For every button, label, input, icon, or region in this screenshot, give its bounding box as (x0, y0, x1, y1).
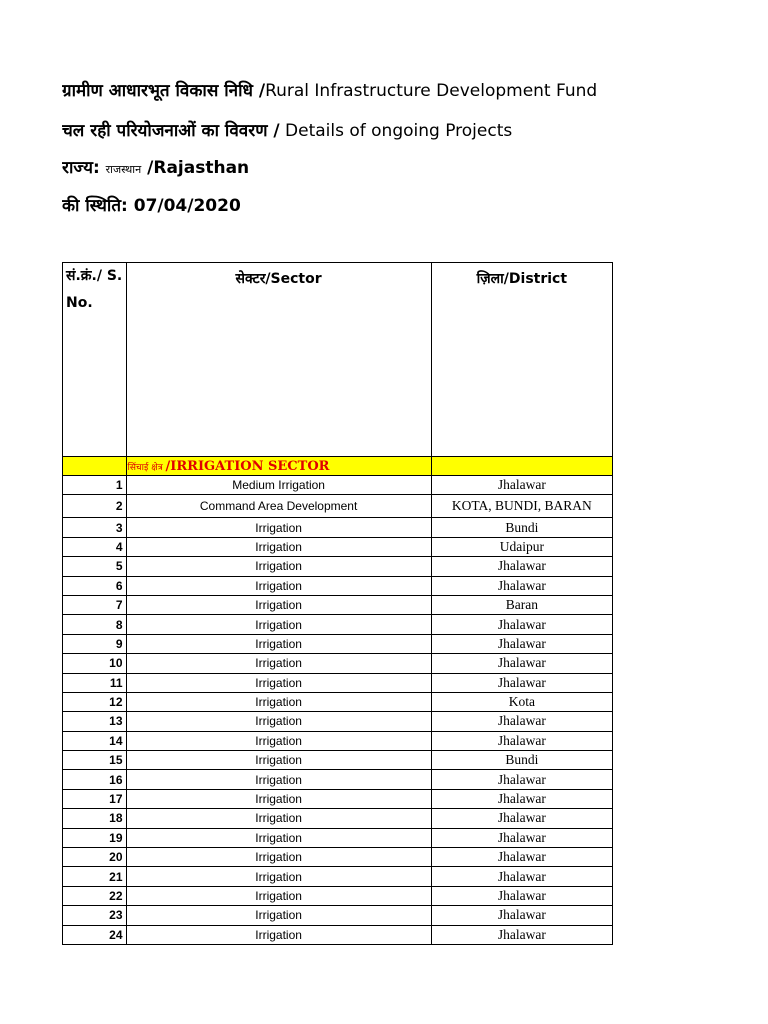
row-number: 3 (63, 518, 127, 537)
table-row (63, 576, 613, 595)
row-sector: Irrigation (126, 654, 431, 673)
row-sector: Irrigation (126, 770, 431, 789)
row-district: Bundi (431, 751, 612, 770)
row-sector: Irrigation (126, 634, 431, 653)
table-row (63, 557, 613, 576)
row-district: Jhalawar (431, 925, 612, 944)
row-district: Jhalawar (431, 906, 612, 925)
row-number: 6 (63, 576, 127, 595)
row-sector: Irrigation (126, 537, 431, 556)
row-district: Jhalawar (431, 557, 612, 576)
state-label: राज्य: (62, 158, 106, 178)
table-row (63, 906, 613, 925)
row-district: Udaipur (431, 537, 612, 556)
row-sector: Irrigation (126, 692, 431, 711)
sector-group-label-english: /IRRIGATION SECTOR (165, 458, 330, 474)
row-sector: Irrigation (126, 886, 431, 905)
row-district: KOTA, BUNDI, BARAN (431, 495, 612, 518)
row-sector: Irrigation (126, 925, 431, 944)
page-subtitle (62, 120, 614, 142)
table-row (63, 518, 613, 537)
row-number: 22 (63, 886, 127, 905)
row-number: 12 (63, 692, 127, 711)
header-sno: सं.क्रं./ S. No. (63, 263, 127, 457)
row-number: 17 (63, 789, 127, 808)
table-row (63, 634, 613, 653)
row-sector: Irrigation (126, 809, 431, 828)
row-sector: Irrigation (126, 848, 431, 867)
row-number: 8 (63, 615, 127, 634)
status-date-line (62, 195, 241, 217)
state-line (62, 157, 249, 181)
row-sector: Irrigation (126, 576, 431, 595)
row-district: Jhalawar (431, 712, 612, 731)
table-row (63, 828, 613, 847)
header-sector: सेक्टर/Sector (126, 263, 431, 457)
table-row (63, 789, 613, 808)
date-label: की स्थिति: (62, 196, 134, 216)
row-number: 4 (63, 537, 127, 556)
table-header-row (63, 263, 613, 457)
row-sector: Irrigation (126, 906, 431, 925)
row-district: Jhalawar (431, 673, 612, 692)
row-sector: Irrigation (126, 557, 431, 576)
row-sector: Medium Irrigation (126, 476, 431, 495)
row-district: Jhalawar (431, 848, 612, 867)
row-number: 5 (63, 557, 127, 576)
row-sector: Irrigation (126, 867, 431, 886)
row-sector: Command Area Development (126, 495, 431, 518)
table-row (63, 476, 613, 495)
row-district: Jhalawar (431, 886, 612, 905)
row-district: Jhalawar (431, 654, 612, 673)
sector-group-label-hindi: सिंचाई क्षेत्र (127, 462, 166, 473)
row-number: 14 (63, 731, 127, 750)
sector-group-row (63, 457, 613, 476)
row-number: 11 (63, 673, 127, 692)
row-district: Jhalawar (431, 576, 612, 595)
table-row (63, 848, 613, 867)
table-row (63, 731, 613, 750)
state-hindi: राजस्थान (105, 163, 142, 176)
table-row (63, 537, 613, 556)
table-row (63, 712, 613, 731)
table-row (63, 809, 613, 828)
page-subtitle-english: Details of ongoing Projects (279, 121, 513, 141)
sector-group-label (126, 457, 431, 476)
row-district: Jhalawar (431, 867, 612, 886)
sector-group-district-cell (431, 457, 612, 476)
row-sector: Irrigation (126, 518, 431, 537)
table-row (63, 770, 613, 789)
table-row (63, 673, 613, 692)
row-district: Jhalawar (431, 476, 612, 495)
row-district: Bundi (431, 518, 612, 537)
row-number: 1 (63, 476, 127, 495)
row-district: Jhalawar (431, 770, 612, 789)
row-number: 23 (63, 906, 127, 925)
row-sector: Irrigation (126, 751, 431, 770)
status-date: 07/04/2020 (133, 196, 241, 216)
row-number: 16 (63, 770, 127, 789)
table-row (63, 867, 613, 886)
row-sector: Irrigation (126, 828, 431, 847)
row-number: 7 (63, 595, 127, 614)
row-number: 2 (63, 495, 127, 518)
table-row (63, 654, 613, 673)
row-district: Jhalawar (431, 828, 612, 847)
table-row (63, 495, 613, 518)
row-sector: Irrigation (126, 789, 431, 808)
sector-group-no-cell (63, 457, 127, 476)
table-row (63, 595, 613, 614)
row-sector: Irrigation (126, 731, 431, 750)
row-district: Jhalawar (431, 731, 612, 750)
row-sector: Irrigation (126, 595, 431, 614)
table-row (63, 925, 613, 944)
row-number: 21 (63, 867, 127, 886)
row-number: 20 (63, 848, 127, 867)
page-subtitle-hindi: चल रही परियोजनाओं का विवरण / (62, 121, 280, 141)
row-district: Jhalawar (431, 634, 612, 653)
row-number: 15 (63, 751, 127, 770)
projects-table (62, 262, 613, 945)
header-district: ज़िला/District (431, 263, 612, 457)
row-sector: Irrigation (126, 673, 431, 692)
state-english: /Rajasthan (141, 158, 250, 178)
row-number: 13 (63, 712, 127, 731)
row-district: Kota (431, 692, 612, 711)
row-district: Jhalawar (431, 789, 612, 808)
table-row (63, 886, 613, 905)
page-title-english: Rural Infrastructure Development Fund (265, 81, 598, 101)
table-row (63, 751, 613, 770)
row-number: 24 (63, 925, 127, 944)
page-title-hindi: ग्रामीण आधारभूत विकास निधि / (62, 81, 266, 101)
table-row (63, 692, 613, 711)
row-sector: Irrigation (126, 712, 431, 731)
row-number: 18 (63, 809, 127, 828)
row-district: Jhalawar (431, 615, 612, 634)
page-title (62, 80, 614, 102)
row-district: Jhalawar (431, 809, 612, 828)
table-row (63, 615, 613, 634)
row-number: 9 (63, 634, 127, 653)
row-number: 19 (63, 828, 127, 847)
row-sector: Irrigation (126, 615, 431, 634)
row-district: Baran (431, 595, 612, 614)
row-number: 10 (63, 654, 127, 673)
